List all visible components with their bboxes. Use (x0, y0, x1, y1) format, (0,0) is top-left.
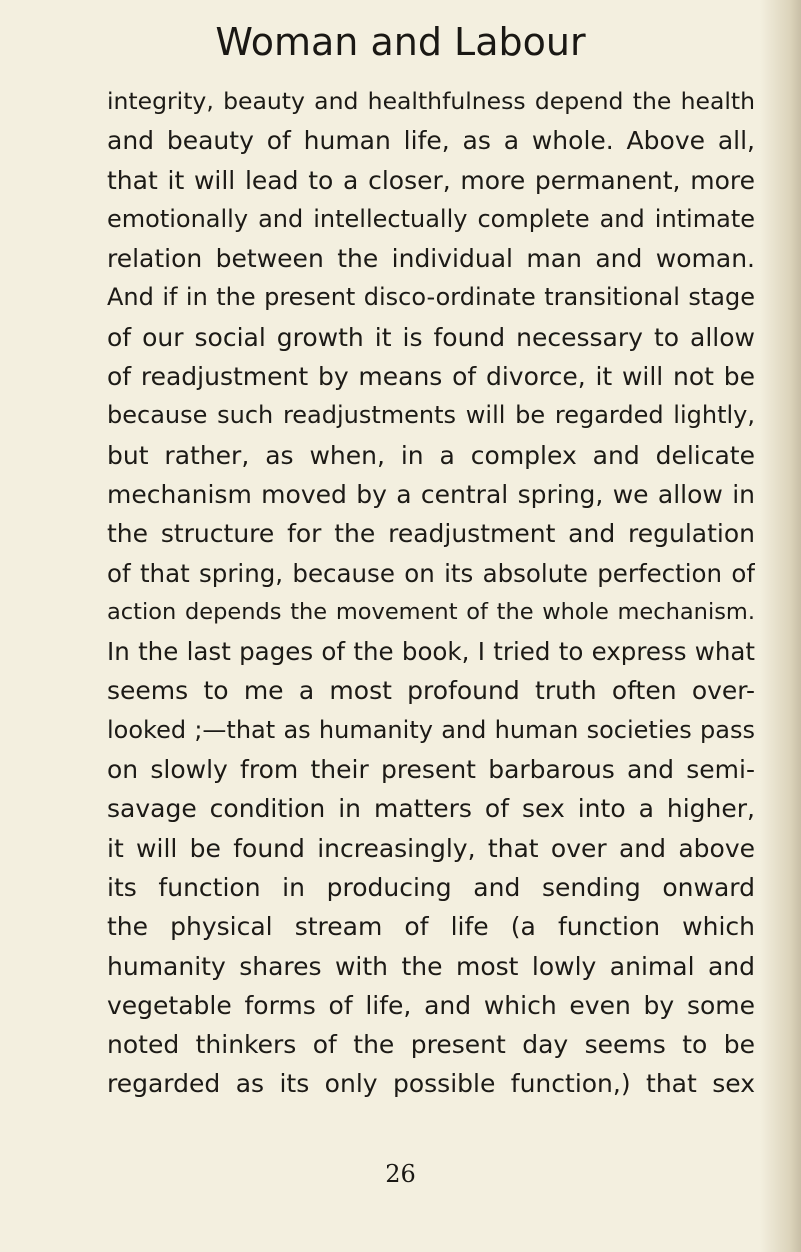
text-line: savage condition in matters of sex into a higher, (107, 794, 755, 824)
text-line: on slowly from their present barbarous and semi- (107, 755, 755, 785)
text-line: noted thinkers of the present day seems to be (107, 1030, 755, 1060)
text-line: vegetable forms of life, and which even by some (107, 990, 755, 1020)
body-text (107, 82, 755, 1104)
text-line: the physical stream of life (a function which (107, 912, 755, 942)
text-line: its function in producing and sending onward (107, 872, 755, 902)
text-line: of that spring, because on its absolute perfection of (107, 558, 755, 588)
text-line: integrity, beauty and healthfulness depend the health (107, 87, 755, 115)
text-line: emotionally and intellectually complete and intimate (107, 204, 755, 233)
text-line: it will be found increasingly, that over and above (107, 833, 755, 863)
text-line: action depends the movement of the whole mechanism. (107, 598, 755, 625)
text-line: and beauty of human life, as a whole. Above all, (107, 126, 755, 156)
text-line: that it will lead to a closer, more permanent, more (107, 165, 755, 195)
text-line: In the last pages of the book, I tried to express what (107, 637, 755, 667)
text-line: the structure for the readjustment and regulation (107, 519, 755, 549)
running-head: Woman and Labour (215, 20, 586, 64)
text-line: And if in the present disco-ordinate transitional stage (107, 283, 755, 312)
text-line: mechanism moved by a central spring, we allow in (107, 479, 755, 509)
text-line: of our social growth it is found necessary to allow (107, 322, 755, 352)
text-line: but rather, as when, in a complex and delicate (107, 440, 755, 470)
page-number: 26 (385, 1160, 416, 1188)
text-line: seems to me a most profound truth often over- (107, 676, 755, 706)
text-line: looked ;—that as humanity and human societies pass (107, 715, 755, 744)
text-line: relation between the individual man and woman. (107, 244, 755, 274)
text-line: humanity shares with the most lowly animal and (107, 951, 755, 981)
text-line: regarded as its only possible function,) that sex (107, 1069, 755, 1099)
text-line: of readjustment by means of divorce, it will not be (107, 362, 755, 392)
text-line: because such readjustments will be regarded lightly, (107, 401, 755, 430)
